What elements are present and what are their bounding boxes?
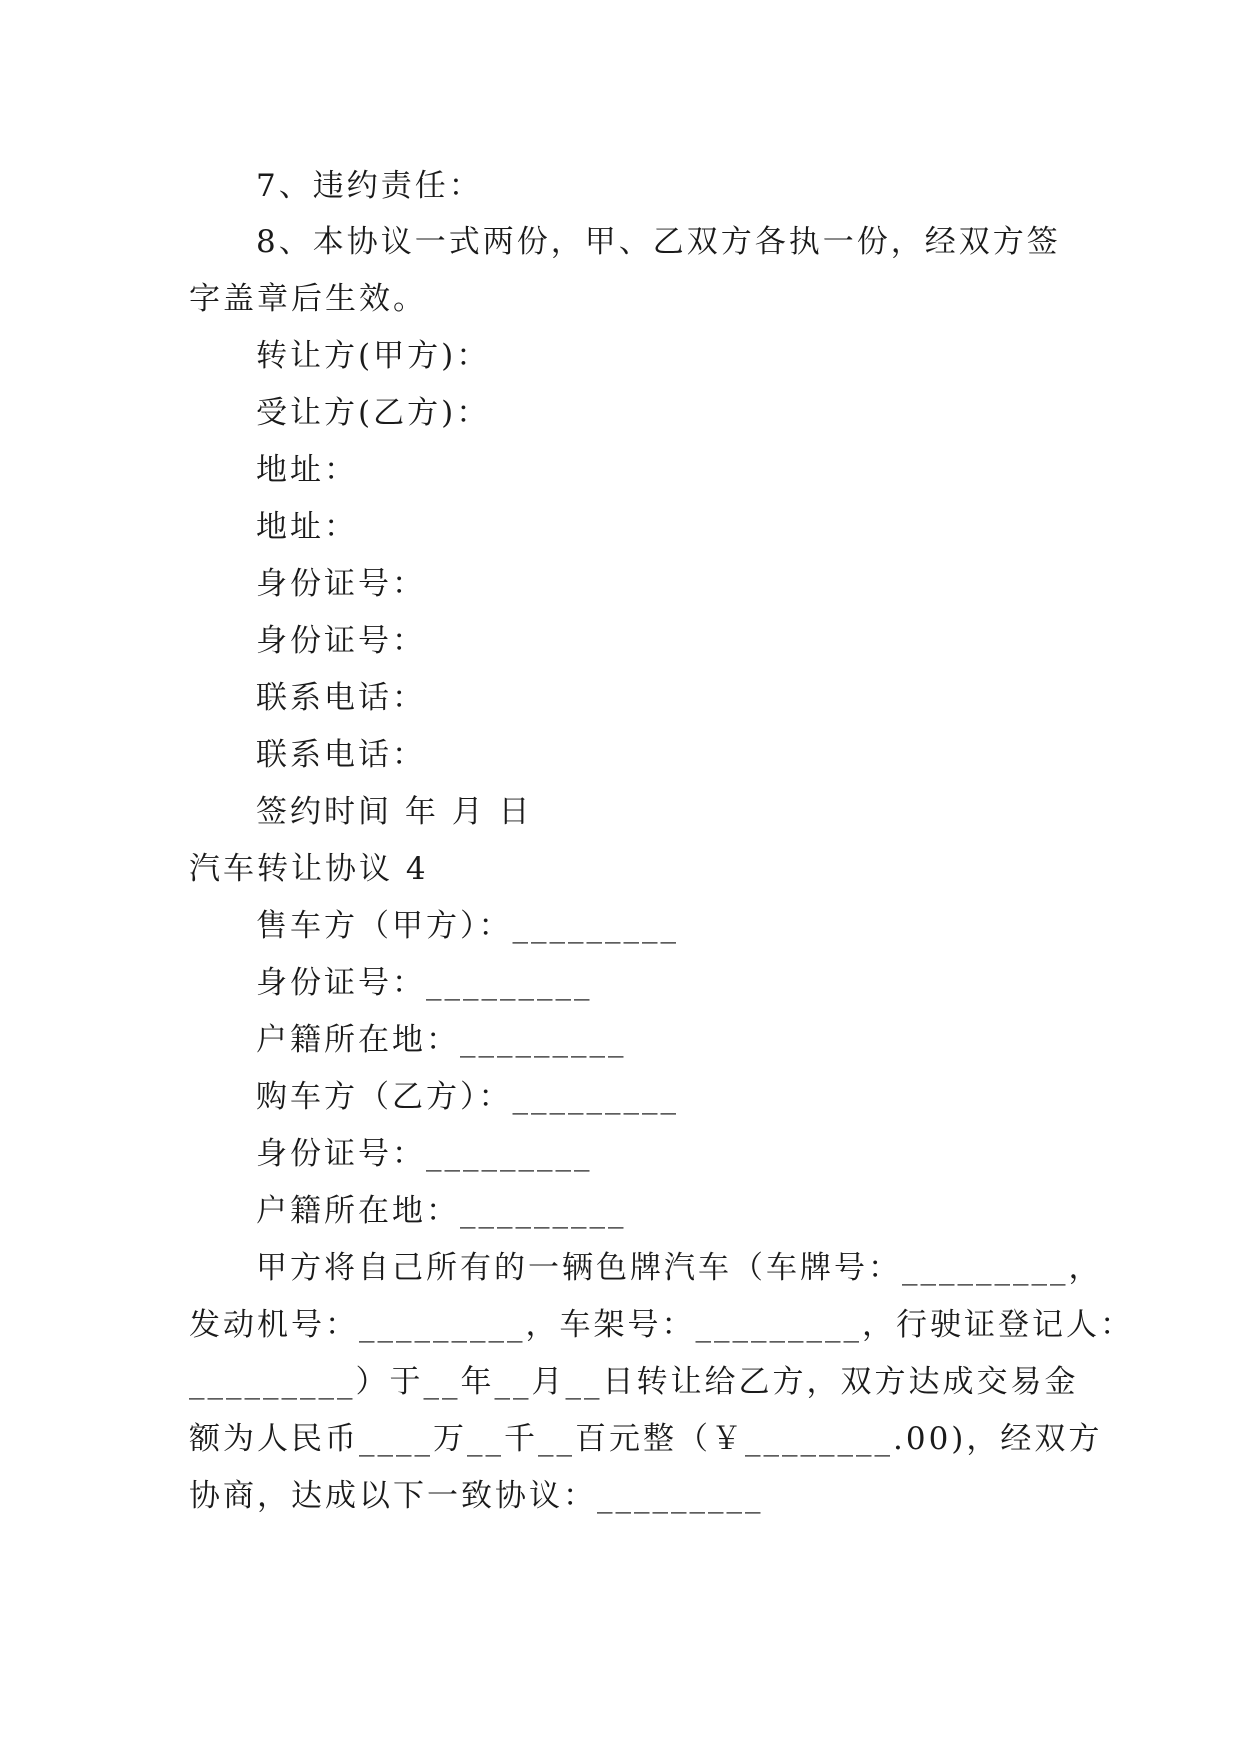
seller-id-field: 身份证号：_________ [256,965,593,1001]
id-number-label-1: 身份证号： [256,566,426,602]
signing-date-line: 签约时间 年 月 日 [256,794,533,830]
address-label-1: 地址： [256,452,358,488]
transfer-paragraph-line-4: 额为人民币____万__千__百元整（￥________.00)，经双方 [189,1421,1103,1457]
id-number-label-2: 身份证号： [256,623,426,659]
transferee-label: 受让方(乙方)： [256,395,491,431]
transfer-paragraph-line-1: 甲方将自己所有的一辆色牌汽车（车牌号：_________， [256,1250,1103,1286]
buyer-field: 购车方（乙方）：_________ [256,1079,679,1115]
transferor-label: 转让方(甲方)： [256,338,491,374]
clause-8-continuation: 字盖章后生效。 [189,281,427,317]
transfer-paragraph-line-2: 发动机号：_________，车架号：_________，行驶证登记人： [189,1307,1134,1343]
transfer-paragraph-line-3: _________）于__年__月__日转让给乙方，双方达成交易金 [189,1364,1079,1400]
clause-8-copies: 8、本协议一式两份，甲、乙双方各执一份，经双方签 [256,224,1061,260]
address-label-2: 地址： [256,509,358,545]
phone-label-2: 联系电话： [256,737,426,773]
clause-7-liability: 7、违约责任： [256,168,483,204]
buyer-residence-field: 户籍所在地：_________ [256,1193,627,1229]
seller-field: 售车方（甲方）：_________ [256,908,679,944]
section-heading: 汽车转让协议 4 [189,851,429,887]
phone-label-1: 联系电话： [256,680,426,716]
transfer-paragraph-line-5: 协商，达成以下一致协议：_________ [189,1478,764,1514]
buyer-id-field: 身份证号：_________ [256,1136,593,1172]
seller-residence-field: 户籍所在地：_________ [256,1022,627,1058]
